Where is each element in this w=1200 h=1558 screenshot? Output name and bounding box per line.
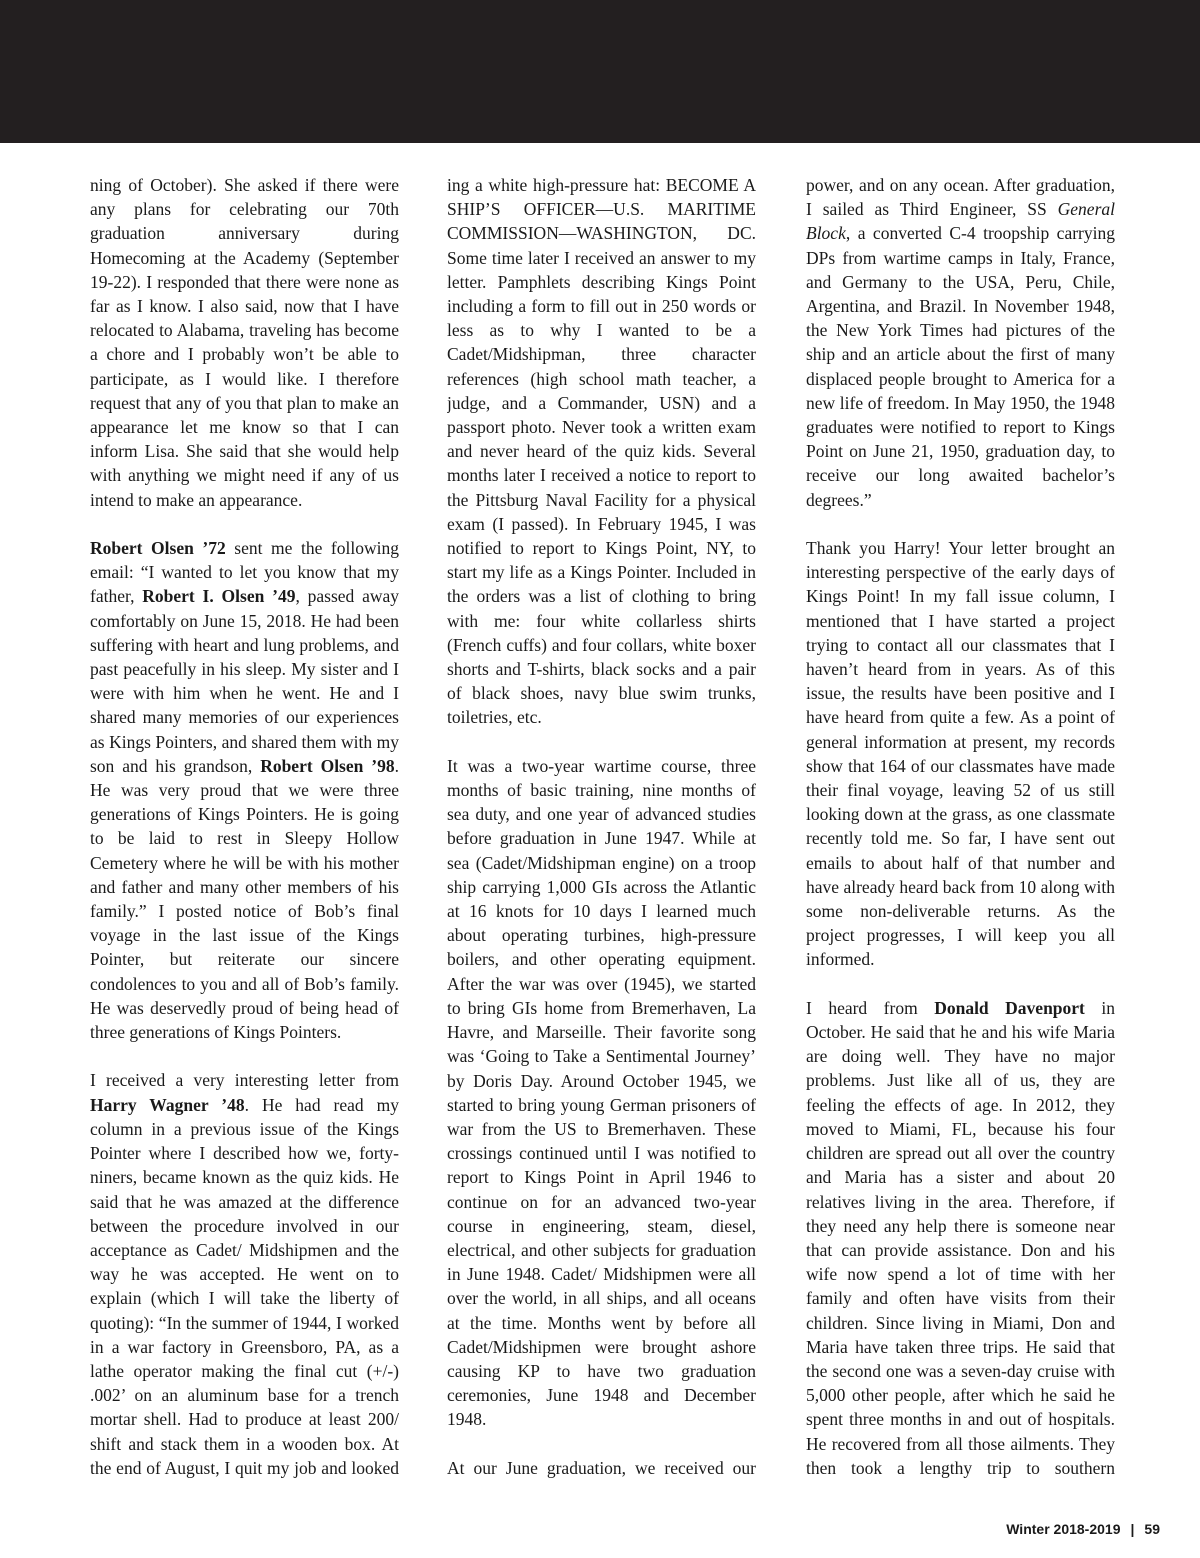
header-band [0,0,1200,143]
paragraph-text: ing a white high-pressure hat: BECOME A SHIP’S OFFICER—U.S. MARITIME COMMISSION—WASHINGTON, DC. Some time later I received an answer to my letter. Pamphlets describing Kings Point including a form to fill out in 250 words or less as to why I wanted to be a Cadet/Midshipman, three character references (high school math teacher, a judge, and a Commander, USN) and a passport photo. Never took a written exam and never heard of the quiz kids. Several months later I received a notice to report to the Pittsburg Naval Facility for a physical exam (I passed). In February 1945, I was notified to report to Kings Point, NY, to start my life as a Kings Pointer. Included in the orders was a list of clothing to bring with me: four white collarless shirts (French cuffs) and four collars, white boxer shorts and T-shirts, black socks and a pair of black shoes, navy blue swim trunks, toiletries, etc. [447,175,756,728]
paragraph-text: ning of October). She asked if there were any plans for celebrating our 70th graduation anniversary during Homecoming at the Academy (September 19-22). I responded that there were none as far as I know. I also said, now that I have relocated to Alabama, traveling has become a chore and I probably won’t be able to participate, as I would like. I therefore request that any of you that plan to make an appearance let me know so that I can inform Lisa. She said that she would help with anything we might need if any of us intend to make an appearance. [90,175,399,510]
article-column-3 [806,173,1115,1483]
paragraph-wartime-course [447,754,756,1432]
paragraph-text: sent me the following email: “I wanted to let you know that my father, [90,538,399,607]
page-number: 59 [1144,1521,1160,1537]
paragraph-text: At our June graduation, we received our [447,1457,756,1478]
paragraph-olsen [90,536,399,1044]
classmate-name: Donald Davenport [934,997,1085,1018]
footer-separator: | [1130,1521,1135,1537]
ship-name: General Block [806,199,1115,244]
page-footer [1006,1521,1160,1537]
paragraph-homecoming [90,173,399,512]
paragraph-text: , a converted C-4 troopship carrying DPs from wartime camps in Italy, France, and Germany to the USA, Peru, Chile, Argentina, and Brazil. In November 1948, the New York Times had pictures of the ship and an article about the first of many displaced people brought to America for a new life of freedom. In May 1950, the 1948 graduates were notified to report to Kings Point on June 21, 1950, graduation day, to receive our long awaited bachelor’s degrees.” [806,223,1115,510]
paragraph-text: I heard from [806,997,935,1018]
paragraph-text: Thank you Harry! Your letter brought an interesting perspective of the early days of Kings Point! In my fall issue column, I mentioned that I have started a project trying to contact all our classmates that I haven’t heard from in years. As of this issue, the results have been positive and I have heard from quite a few. As a point of general information at present, my records show that 164 of our classmates have made their final voyage, leaving 52 of us still looking down at the grass, as one classmate recently told me. So far, I have sent out emails to about half of that number and have already heard back from 10 along with some non-deliverable returns. As the project progresses, I will keep you all informed. [806,538,1115,970]
paragraph-general-block [806,173,1115,512]
paragraph-text: , passed away comfortably on June 15, 2018. He had been suffering with heart and lung problems, and past peacefully in his sleep. My sister and I were with him when he went. He and I shared many memories of our experiences as Kings Pointers, and shared them with my son and his grandson, [90,586,399,776]
article-column-2 [447,173,756,1483]
classmate-name: Robert I. Olsen ’49 [142,586,296,607]
paragraph-wagner [90,1068,399,1483]
paragraph-text: . He had read my column in a previous issue of the Kings Pointer where I described how we, forty-niners, became known as the quiz kids. He said that he was amazed at the difference between the procedure involved in our acceptance as Cadet/ Midshipmen and the way he was accepted. He went on to explain (which I will take the liberty of quoting): “In the summer of 1944, I worked in a war factory in Greensboro, PA, as a lathe operator making the final cut (+/-) .002’ on an aluminum base for a trench mortar shell. Had to produce at least 200/ shift and stack them in a wooden box. At the end of August, I quit my job and looked [90,1094,399,1478]
paragraph-letter-continued [447,173,756,730]
article-column-1 [90,173,399,1483]
paragraph-text: It was a two-year wartime course, three months of basic training, nine months of sea duty, and one year of advanced studies before graduation in June 1947. While at sea (Cadet/Midshipman engine) on a troop ship carrying 1,000 GIs across the Atlantic at 16 knots for 10 days I learned much about operating turbines, high-pressure boilers, and other operating equipment. After the war was over (1945), we started to bring GIs home from Bremerhaven, La Havre, and Marseille. Their favorite song was ‘Going to Take a Sentimental Journey’ by Doris Day. Around October 1945, we started to bring young German prisoners of war from the US to Bremerhaven. These crossings continued until I was notified to report to Kings Point in April 1946 to continue on for an advanced two-year course in engineering, steam, diesel, electrical, and other subjects for graduation in June 1948. Cadet/ Midshipmen were all over the world, in all ships, and all oceans at the time. Months went by before all Cadet/Midshipmen were brought ashore causing KP to have two graduation ceremonies, June 1948 and December 1948. [447,755,756,1430]
classmate-name: Robert Olsen ’98 [260,755,395,776]
classmate-name: Robert Olsen ’72 [90,538,226,559]
paragraph-project [806,536,1115,972]
classmate-name: Harry Wagner ’48 [90,1094,245,1115]
issue-label: Winter 2018-2019 [1006,1521,1121,1537]
paragraph-davenport [806,996,1115,1483]
paragraph-text: in October. He said that he and his wife Maria are doing well. They have no major problems. Just like all of us, they are feeling the effects of age. In 2012, they moved to Miami, FL, because his four children are spread out all over the country and Maria has a sister and about 20 relatives living in the area. Therefore, if they need any help there is someone near that can provide assistance. Don and his wife now spend a lot of time with her family and often have visits from their children. Since living in Miami, Don and Maria have taken three trips. He said that the second one was a seven-day cruise with 5,000 other people, after which he said he spent three months in and out of hospitals. He recovered from all those ailments. They then took a lengthy trip to southern [806,997,1115,1478]
paragraph-graduation [447,1456,756,1483]
paragraph-text: I received a very interesting letter from [90,1070,399,1091]
paragraph-text: . He was very proud that we were three generations of Kings Pointers. He is going to be laid to rest in Sleepy Hollow Cemetery where he will be with his mother and father and many other members of his family.” I posted notice of Bob’s final voyage in the last issue of the Kings Pointer, but reiterate our sincere condolences to you and all of Bob’s family. He was deservedly proud of being head of three generations of Kings Pointers. [90,755,399,1043]
paragraph-text: power, and on any ocean. After graduation, I sailed as Third Engineer, SS [806,175,1115,220]
